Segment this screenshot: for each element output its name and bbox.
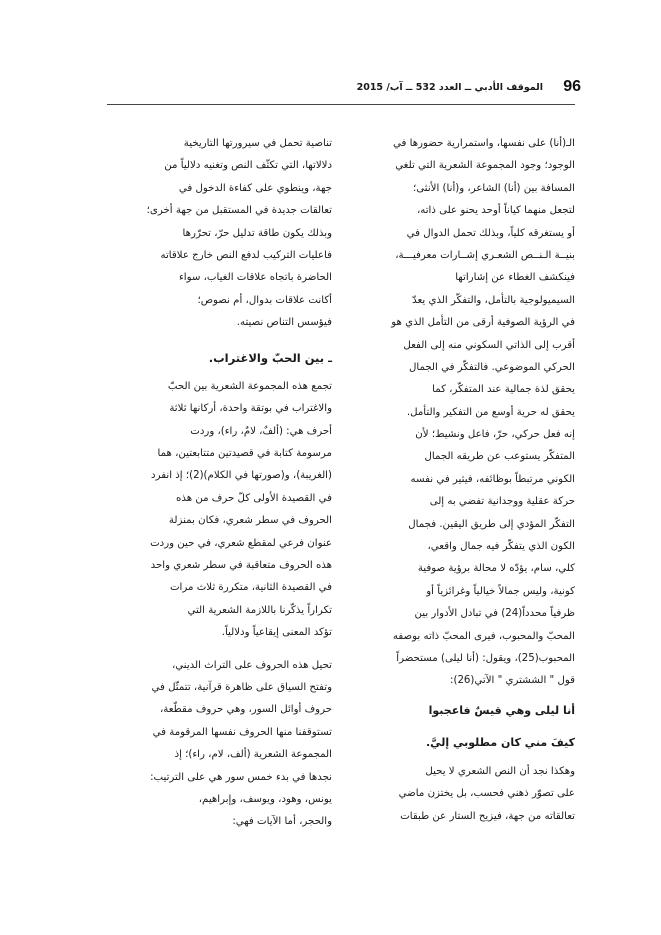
text-line: دلالاتها، التي تكثّف النص وتغنيه دلالياً من <box>164 160 332 172</box>
text-line: يحقق لذة جمالية عند المتفكّر، كما <box>432 384 575 396</box>
text-line: الكوني مرتبطاً بوظائفه، فيثير في نفسه <box>410 473 575 485</box>
page-number: 96 <box>563 78 581 95</box>
text-line: تجمع هذه المجموعة الشعرية بين الحبّ <box>167 380 332 392</box>
paragraph-one <box>107 376 332 645</box>
text-line: فاعليات التركيب لدفع النص خارج علاقاته <box>160 249 332 261</box>
right-column <box>343 133 575 828</box>
verse-line: أنا ليلى وهي قيسٌ فاعجبوا <box>428 703 575 717</box>
text-line: كونية، وليس جمالاً خيالياً وغرائزياً أو <box>426 585 575 597</box>
text-line: يونس، وهود، ويوسف، وإبراهيم، <box>198 793 332 805</box>
left-column <box>107 133 332 834</box>
right-column-body <box>343 133 575 693</box>
text-line: أحرف هي: (ألفٌ، لامٌ، راء)، وردت <box>190 425 332 437</box>
running-head: الموقف الأدبي ــ العدد 532 ــ آب/ 2015 <box>356 82 543 93</box>
text-line: حروف أوائل السور، وهي حروف مقطّعة، <box>159 704 332 716</box>
text-line: تكراراً يذكّرنا باللازمة الشعرية التي <box>187 604 332 616</box>
text-line: وبذلك يكون طاقة تدليل حرّ، تحرّرها <box>182 227 332 239</box>
text-line: تؤكد المعنى إيقاعياً ودلالياً. <box>221 627 332 639</box>
text-line: وهكذا نجد أن النص الشعري لا يحيل <box>425 765 575 777</box>
page-header <box>356 72 581 106</box>
text-line: تحيل هذه الحروف على التراث الديني، <box>171 659 332 671</box>
text-line: تعالقات جديدة في المستقبل من جهة أخرى؛ <box>146 205 332 217</box>
text-line: المحبوب(25)، ويقول: (أنا ليلى) مستحضراً <box>396 652 575 664</box>
text-line: الوجود؛ وجود المجموعة الشعرية التي تلغي <box>395 160 575 172</box>
text-line: السيميولوجية بالتأمل، والتفكّر الذي يعدّ <box>412 294 575 306</box>
text-line: الـ(أنا) على نفسها، واستمرارية حضورها في <box>392 138 575 149</box>
text-line: المجموعة الشعرية (ألف، لام، راء)؛ إذ <box>174 749 332 761</box>
text-line: كلي، سام، يؤدّه لا محالة برؤية صوفية <box>417 563 575 575</box>
text-line: فينكشف الغطاء عن إشاراتها <box>455 272 575 284</box>
header-divider <box>107 104 575 105</box>
text-line: المسافة بين (أنا) الشاعر، و(أنا) الأنثى؛ <box>413 182 575 194</box>
text-line: في الرؤية الصوفية أرقى من التأمل الذي هو <box>391 317 575 329</box>
text-line: الحروف في سطر شعري، فكان بمنزلة <box>168 515 332 527</box>
text-line: الحاضرة باتجاه علاقات الغياب، سواء <box>178 272 332 284</box>
text-line: أقرب إلى الذاتي السكوني منه إلى الفعل <box>403 339 575 351</box>
text-line: الكون الذي يتفكّر فيه جمال واقعي، <box>427 541 575 553</box>
text-line: جهة، وينطوي على كفاءة الدخول في <box>178 182 332 194</box>
text-line: في القصيدة الثانية، متكررة ثلاث مرات <box>169 582 332 594</box>
text-line: لتجعل منهما كياناً أوحد يحنو على ذاته، <box>416 205 575 217</box>
right-column-continuation <box>343 761 575 828</box>
text-line: في القصيدة الأولى كلّ حرف من هذه <box>176 492 332 504</box>
verse-line: كيفَ مني كان مطلوبي إليَّ. <box>425 735 575 749</box>
text-line: مرسومة كتابة في قصيدتين متتابعتين، هما <box>157 448 332 460</box>
text-line: حركة عقلية ووجدانية تفضي به إلى <box>429 496 575 508</box>
text-line: تعالقاته من جهة، فيزيح الستار عن طبقات <box>400 810 575 822</box>
text-line: تناصية تحمل في سيرورتها التاريخية <box>183 138 332 149</box>
text-line: على تصوّر ذهني فحسب، بل يختزن ماضي <box>398 788 575 800</box>
text-line: المتفكّر يستوعب عن طريقه الجمال <box>424 451 575 463</box>
text-line: فيؤسس التناص نصيته. <box>236 317 332 329</box>
text-line: أكانت علاقات بدوال، أم نصوص؛ <box>197 294 332 306</box>
text-line: قول " الششتري " الآتي(26): <box>450 675 575 687</box>
text-line: إنه فعل حركي، حرّ، فاعل ونشيط؛ لأن <box>415 429 575 441</box>
text-line: يحقق له حرية أوسع من التفكير والتأمل. <box>406 406 575 418</box>
text-line: عنوان فرعي لمقطع شعري، في حين وردت <box>150 537 332 549</box>
text-line: والاغتراب في بوتقة واحدة، أركانها ثلاثة <box>169 403 332 415</box>
text-line: الحركي الموضوعي. فالتفكّر في الجمال <box>408 361 575 373</box>
text-line: بنيــة الـنــص الشعـري إشــارات معرفيـــة، <box>395 249 575 261</box>
text-line: وتفتح السياق على ظاهرة قرآنية، تتمثّل في <box>151 682 332 693</box>
text-line: التفكّر المؤدي إلى طريق اليقين. فجمال <box>408 518 575 530</box>
text-line: نجدها في بدء خمس سور هي على الترتيب: <box>150 771 332 783</box>
text-line: أو يستغرقه كلياً، وبذلك تحمل الدوال في <box>406 227 575 239</box>
paragraph-two <box>107 655 332 834</box>
left-column-intro <box>107 133 332 335</box>
section-title: ـ بين الحبّ والاغتراب. <box>208 350 332 365</box>
verse-block <box>343 695 575 759</box>
text-line: (الغريبة)، و(صورتها في الكلام)(2)؛ إذ انفرد <box>151 470 332 482</box>
text-line: هذه الحروف متعاقبة في سطر شعري واحد <box>150 560 332 572</box>
text-line: تستوقفنا منها الحروف نفسها المرقومة في <box>152 726 332 738</box>
text-line: المحبّ والمحبوب، فيرى المحبّ ذاته بوصفه <box>392 630 575 642</box>
text-line: والحجر، أما الآيات فهي: <box>232 816 332 828</box>
text-line: ظرفياً محدداً(24) في تبادل الأدوار بين <box>414 608 575 620</box>
